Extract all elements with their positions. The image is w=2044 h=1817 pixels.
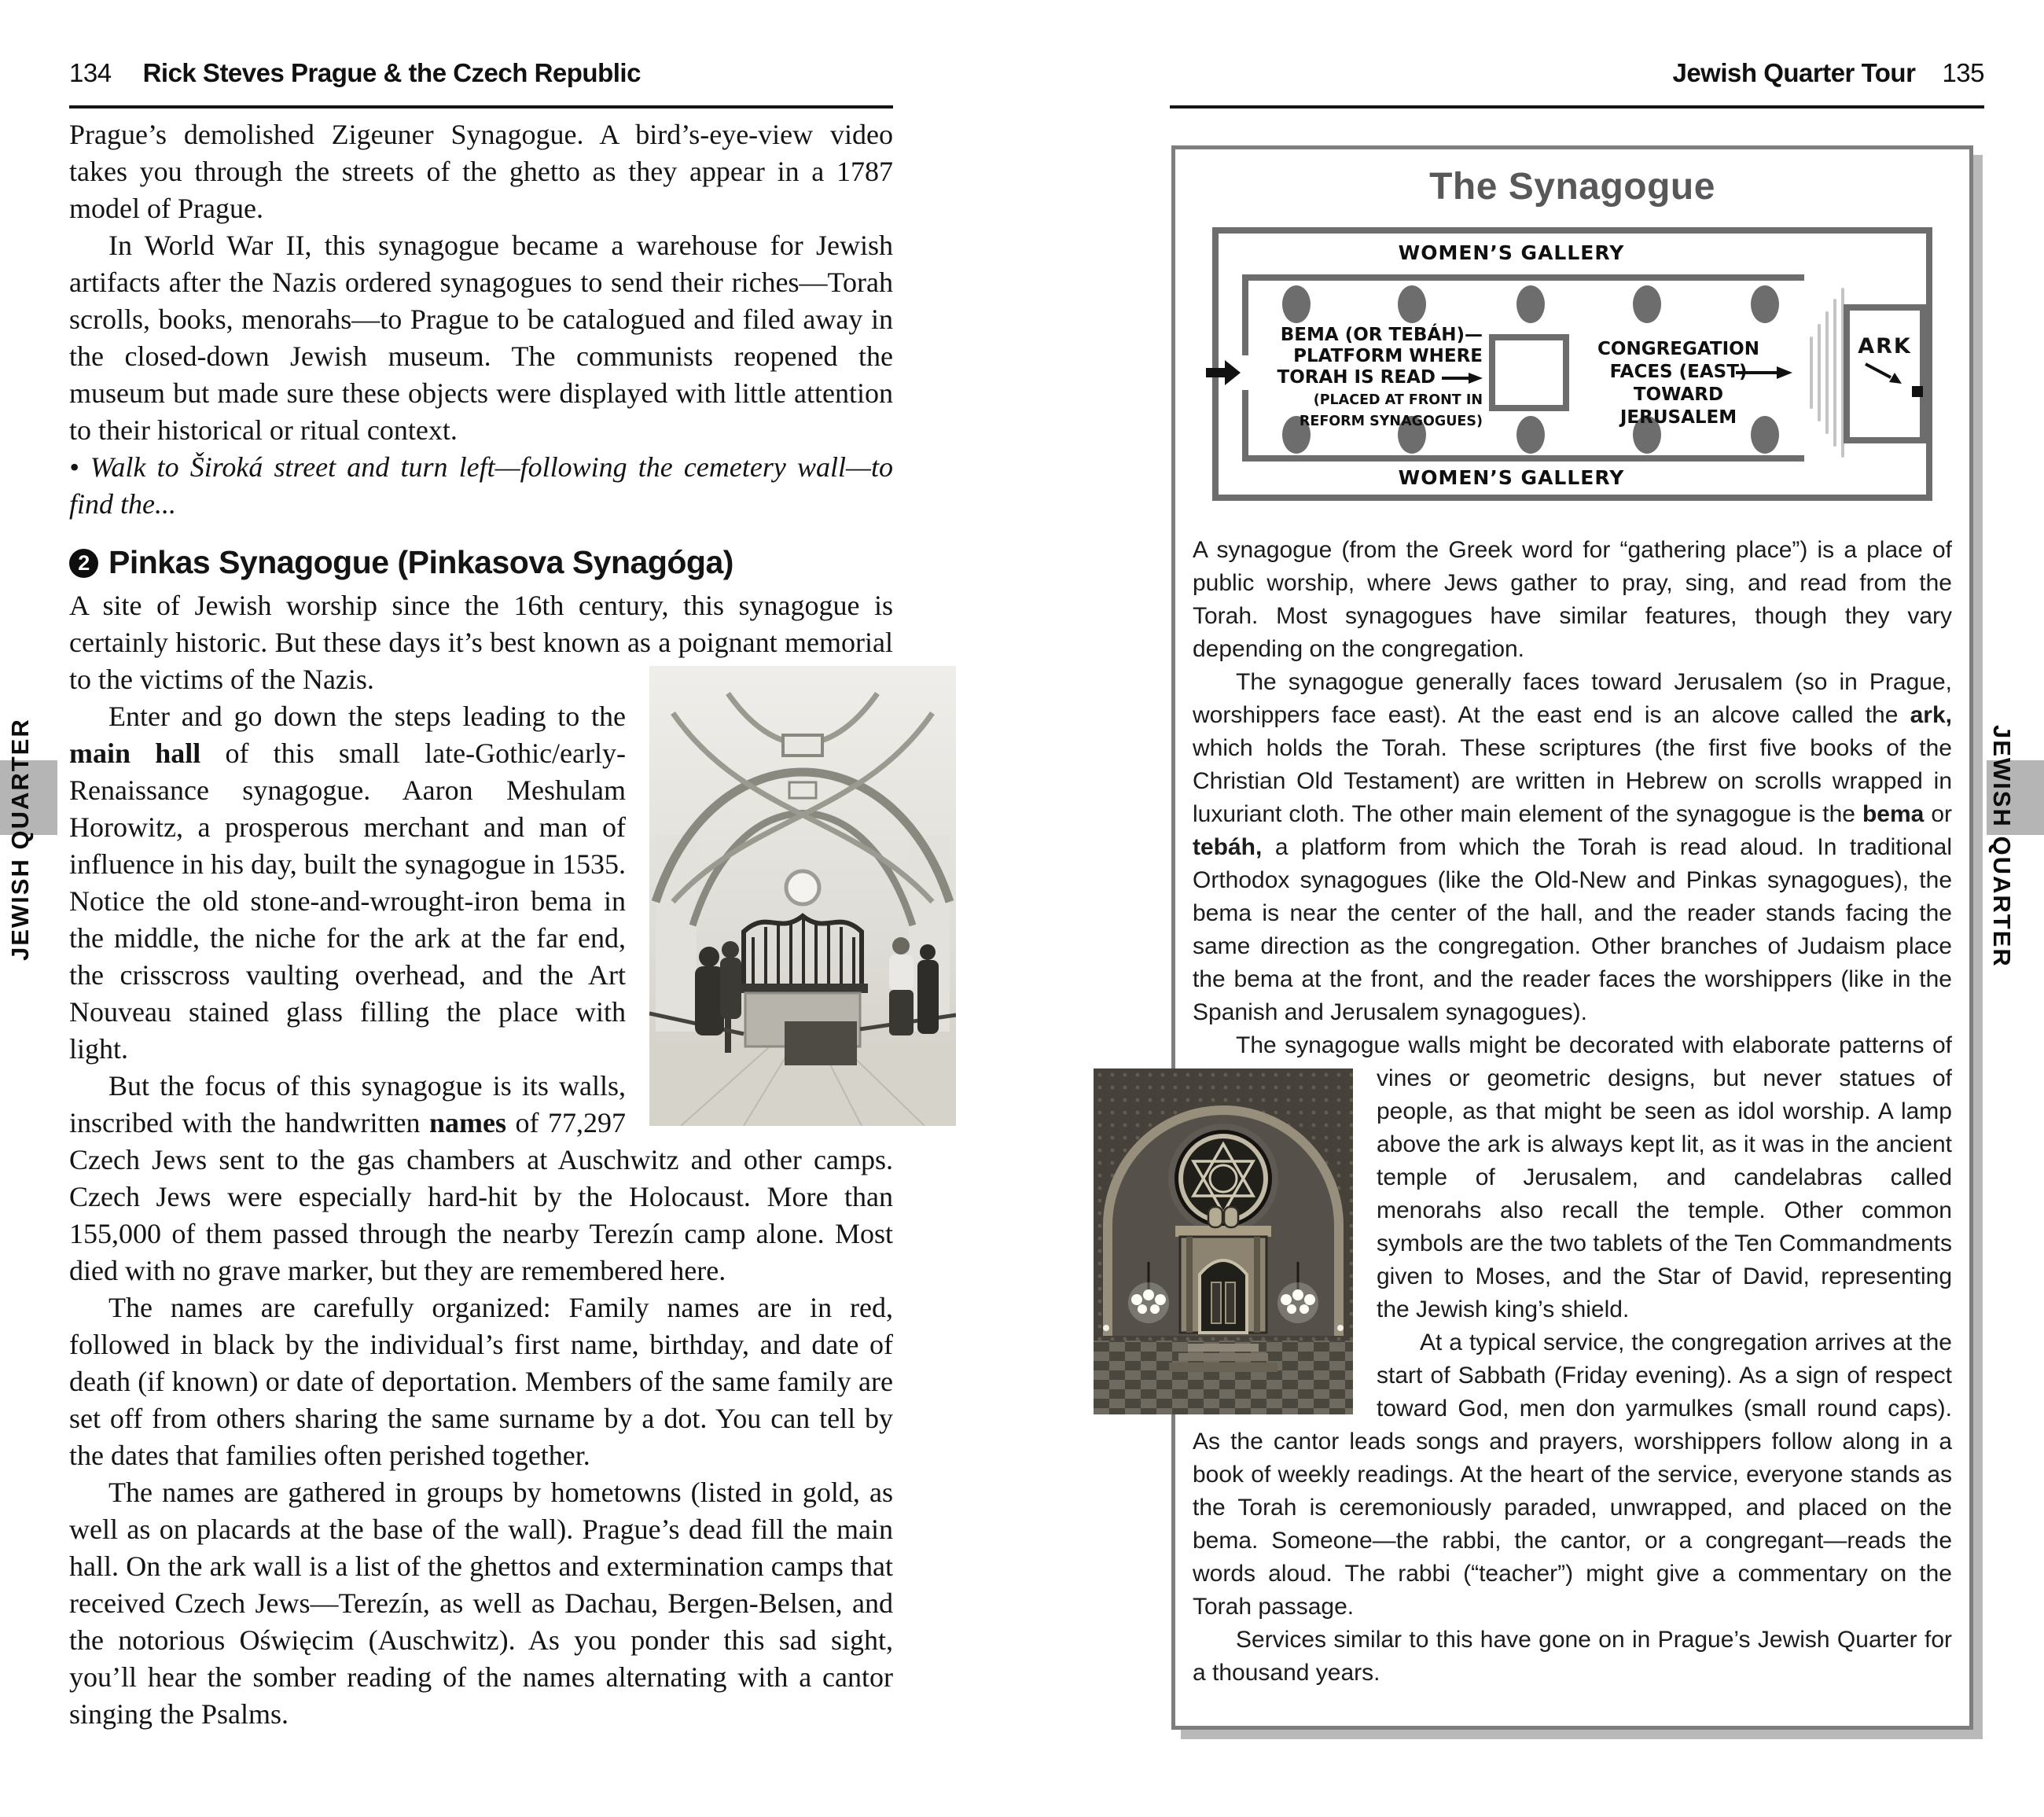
ark-label: ARK [1858, 334, 1912, 359]
walking-direction-note: • Walk to Široká street and turn left—following the cemetery wall—to find the... [69, 451, 893, 520]
column-dot [1516, 285, 1545, 323]
right-edge-tab: JEWISH QUARTER [1988, 725, 2016, 968]
sb-p2-pre: The synagogue generally faces toward Jerusalem (so in Prague, worshippers face east). At the east end is an alcove called the [1193, 669, 1952, 728]
right-header-rule [1170, 105, 1984, 109]
bold-bema: bema [1862, 801, 1925, 827]
east-direction-arrow-icon [1736, 366, 1792, 380]
bema-label-line1: BEMA (OR TEBÁH)— [1280, 325, 1483, 345]
sb-p3-a: The synagogue walls might be decorated with elaborate patterns of vines or geometric designs, but never statues of [1236, 1032, 1952, 1091]
womens-gallery-label-bottom: WOMEN’S GALLERY [1398, 466, 1625, 489]
bema-label-line2: PLATFORM WHERE [1293, 346, 1483, 366]
sb-p2-mid2: or [1924, 801, 1953, 827]
intro-paragraph-2: In World War II, this synagogue became a warehouse for Jewish artifacts after the Nazis ordered synagogues to send their riches—Torah scrolls, books, menorahs—to Prague to be catalogued and filed away in the closed-down Jewish museum. The communists reopened the museum but made sure these objects were displayed with little attention to their historical or ritual context. [69, 230, 893, 446]
column-dot [1516, 416, 1545, 454]
bema-sublabel-line2: REFORM SYNAGOGUES) [1299, 414, 1483, 429]
spanish-synagogue-photo [1094, 1068, 1353, 1414]
sb-p2-mid1: which holds the Torah. These scriptures (the first five books of the Christian Old Testament) are written in Hebrew on scrolls wrapped in luxuriant cloth. The other main element of the synagogue is the [1193, 735, 1952, 827]
section-title: Pinkas Synagogue (Pinkasova Synagóga) [108, 544, 733, 580]
intro-paragraph-1: Prague’s demolished Zigeuner Synagogue. A bird’s-eye-view video takes you through the streets of the ghetto as they appear in a 1787 model of Prague. [69, 119, 893, 224]
synagogue-sidebar-box [1171, 145, 1973, 1730]
pinkas-paragraph-4: The names are carefully organized: Family names are in red, followed in black by the individual’s first name, birthday, and date of death (if known) or date of deportation. Members of the same family are set off from others sharing the same surname by a dot. You can tell by the dates that families often perished together. [69, 1292, 893, 1471]
steps-hatch-line [1833, 299, 1836, 447]
entrance-arrow-icon [1206, 360, 1241, 385]
pinkas-paragraph-1 [69, 587, 893, 698]
sb-p2-post: a platform from which the Torah is read aloud. In traditional Orthodox synagogues (like the Old-New and Pinkas synagogues), the bema is near the center of the hall, and the reader stands facing the same direction as the congregation. Other branches of Judaism place the bema at the front, and the reader faces the worshippers (like in the Spanish and Jerusalem synagogues). [1193, 834, 1952, 1025]
pinkas-p2-post: of this small late-Gothic/early-Renaissance synagogue. Aaron Meshulam Horowitz, a prosperous merchant and man of influence in his day, built the synagogue in 1535. Notice the old stone-and-wrought-iron bema in the middle, the niche for the ark at the far end, the crisscross vaulting overhead, and the Art Nouveau stained glass filling the place with light. [69, 737, 626, 1065]
right-header-title: Jewish Quarter Tour [1672, 58, 1916, 87]
left-page-header [69, 58, 893, 88]
pinkas-p1-text: A site of Jewish worship since the 16th century, this synagogue is certainly historic. But these days it’s best known as a poignant memorial to the victims of the Nazis. [69, 590, 893, 695]
pinkas-synagogue-photo [649, 666, 956, 1126]
congregation-line1: CONGREGATION [1597, 339, 1759, 359]
bold-ark: ark, [1910, 702, 1952, 728]
diagram-inner-wall-left-upper [1242, 274, 1248, 355]
sidebar-paragraph-2 [1193, 666, 1952, 1029]
left-header-rule [69, 105, 893, 109]
spanish-photo-illustration [1094, 1068, 1353, 1414]
bold-main-hall: main hall [69, 737, 201, 769]
right-page-number: 135 [1942, 58, 1984, 87]
bold-tebah: tebáh, [1193, 834, 1263, 860]
womens-gallery-label-top: WOMEN’S GALLERY [1398, 241, 1625, 264]
left-page-number: 134 [69, 58, 112, 87]
torah-square-marker [1912, 386, 1923, 397]
sidebar-paragraph-5: Services similar to this have gone on in Prague’s Jewish Quarter for a thousand years. [1193, 1627, 1952, 1686]
left-edge-tab: JEWISH QUARTER [6, 718, 34, 961]
bema-arrow-icon [1442, 372, 1483, 384]
steps-hatch-line [1825, 311, 1829, 434]
pinkas-p3-post: of 77,297 Czech Jews sent to the gas chambers at Auschwitz and other camps. Czech Jews were especially hard-hit by the Holocaust. More than 155,000 of them passed through the nearby Terezín camp alone. Most died with no grave marker, but they are remembered here. [69, 1107, 893, 1286]
diagram-inner-wall-left-lower [1242, 390, 1248, 462]
sidebar-paragraph-1: A synagogue (from the Greek word for “gathering place”) is a place of public worship, where Jews gather to pray, sing, and read from the Torah. Most synagogues have similar features, though they vary depending on the congregation. [1193, 537, 1952, 662]
left-page-body [69, 116, 893, 1733]
bema-label [1250, 325, 1483, 431]
column-dot [1751, 285, 1779, 323]
bold-names: names [428, 1107, 506, 1138]
ark-arrow-icon [1861, 361, 1913, 391]
section-heading-pinkas [69, 543, 893, 581]
diagram-inner-wall-top [1242, 274, 1804, 281]
pinkas-photo-illustration [649, 666, 956, 1126]
numbered-stop-icon: 2 [69, 549, 98, 578]
steps-hatch-line [1810, 337, 1813, 409]
bema-sublabel-line1: (PLACED AT FRONT IN [1313, 392, 1483, 408]
left-header-title: Rick Steves Prague & the Czech Republic [142, 58, 641, 87]
steps-hatch-line [1818, 324, 1821, 421]
bema-platform-shape [1489, 334, 1569, 411]
sidebar-paragraph-3 [1193, 1029, 1952, 1326]
ark-alcove-shape [1844, 304, 1926, 443]
sidebar-title: The Synagogue [1429, 166, 1715, 208]
column-dot [1398, 285, 1426, 323]
pinkas-p3-pre: But the focus of this synagogue is its walls, inscribed with the handwritten [69, 1070, 626, 1138]
sidebar-paragraph-4: At a typical service, the congregation arrives at the start of Sabbath (Friday evening). As a sign of respect toward God, men don yarmulkes (small round caps). As the cantor leads songs and prayers, worshippers follow along in a book of weekly readings. At the heart of the service, everyone stands as the Torah is ceremoniously paraded, unwrapped, and placed on the bema. Someone—the rabbi, the cantor, or a congregant—reads the words aloud. The rabbi (“teacher”) might give a commentary on the Torah passage. [1193, 1330, 1952, 1620]
diagram-inner-wall-bottom [1242, 455, 1804, 462]
sidebar-body-text [1193, 534, 1952, 1690]
right-page-header [1170, 58, 1984, 88]
congregation-line2: FACES (EAST) [1609, 362, 1748, 382]
pinkas-p2-pre: Enter and go down the steps leading to the [108, 701, 626, 732]
pinkas-paragraph-5: The names are gathered in groups by hometowns (listed in gold, as well as on placards at the base of the wall). Prague’s dead fill the main hall. On the ark wall is a list of the ghettos and extermination camps that received Czech Jews—Terezín, as well as Dachau, Bergen-Belsen, and the notorious Oświęcim (Auschwitz). As you ponder this sad sight, you’ll hear the somber reading of the names alternating with a cantor singing the Psalms. [69, 1477, 893, 1730]
column-dot [1633, 285, 1661, 323]
congregation-label [1576, 338, 1781, 429]
column-dot [1282, 285, 1311, 323]
sb-p3-b: people, as that might be seen as idol worship. A lamp above the ark is always kept lit, as it was in the ancient temple of Jerusalem, and candelabras called menorahs also recall the temple. Other common symbols are the two tablets of the Ten Commandments given to Moses, and the Star of David, representing the Jewish king’s shield. [1377, 1098, 1952, 1322]
congregation-line3: TOWARD JERUSALEM [1619, 384, 1737, 428]
bema-label-line3: TORAH IS READ [1277, 367, 1436, 388]
synagogue-floorplan-diagram [1212, 227, 1932, 501]
